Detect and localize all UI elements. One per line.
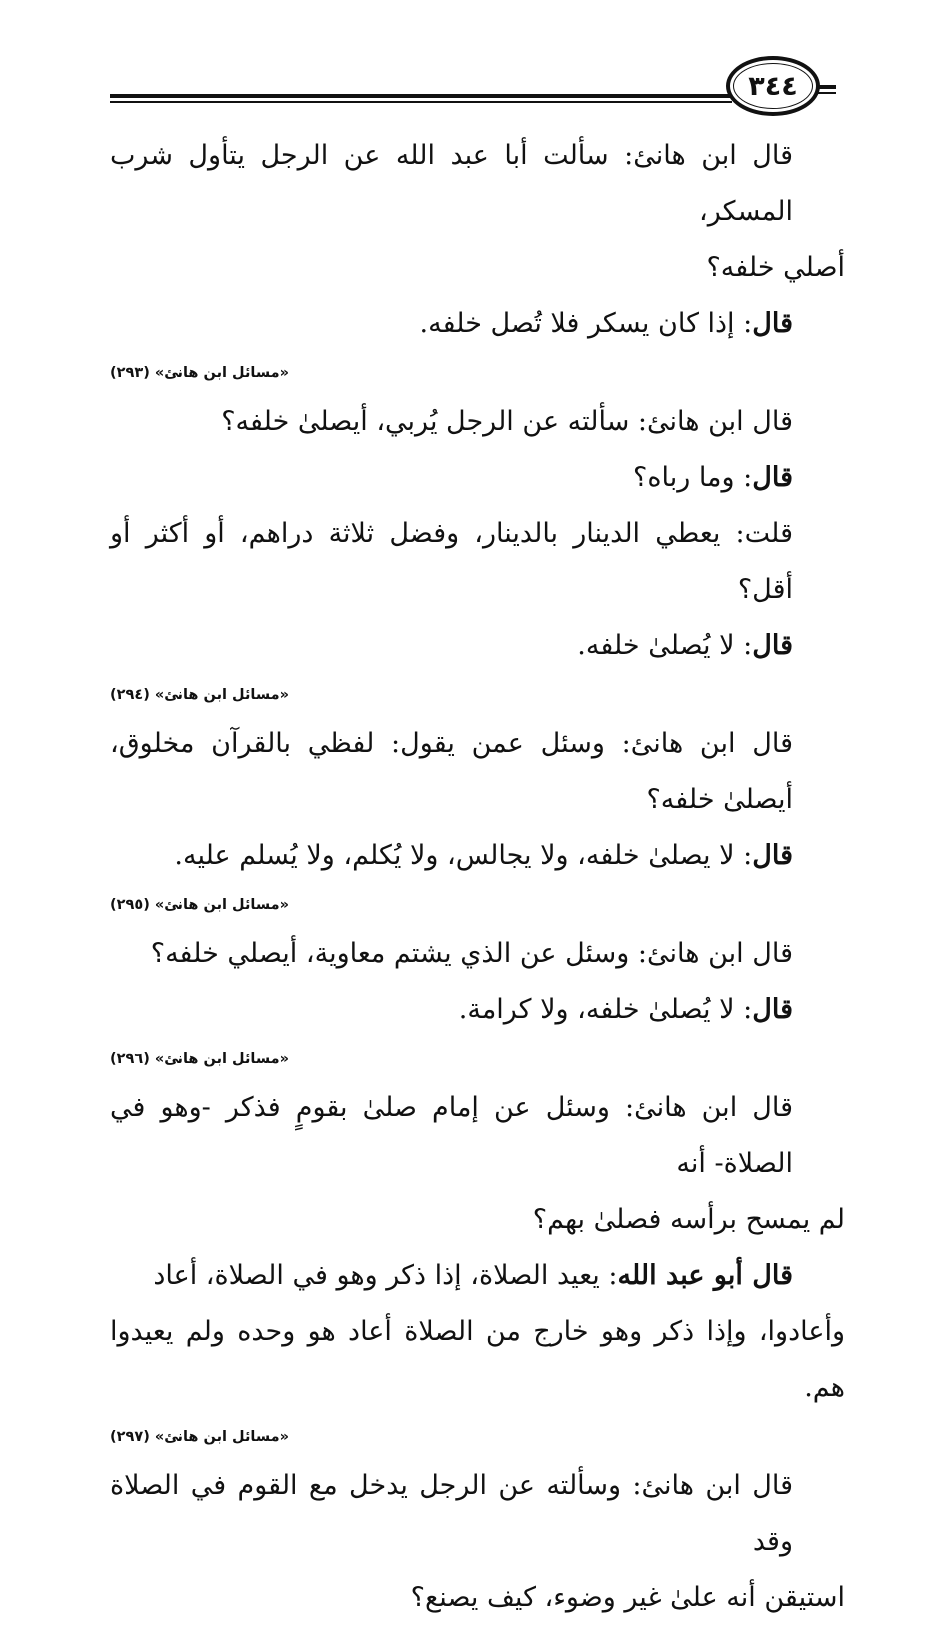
line-text: : لا يُصلىٰ خلفه، ولا كرامة. xyxy=(458,994,753,1025)
line-text: استيقن أنه علىٰ غير وضوء، كيف يصنع؟ xyxy=(410,1582,845,1613)
text-line xyxy=(110,296,845,352)
text-line xyxy=(110,450,845,506)
line-text: قال ابن هانئ: سألت أبا عبد الله عن الرجل يتأول شرب المسكر، xyxy=(110,140,793,227)
header-rule-left xyxy=(110,94,732,98)
source-citation: «مسائل ابن هانئ» (٢٩٧) xyxy=(110,1429,289,1445)
masala-entry xyxy=(110,128,845,394)
line-text: قال ابن هانئ: وسألته عن الرجل يدخل مع القوم في الصلاة وقد xyxy=(110,1470,793,1557)
text-line xyxy=(110,982,845,1038)
speaker-label: قال xyxy=(752,308,793,339)
source-citation: «مسائل ابن هانئ» (٢٩٣) xyxy=(110,365,289,381)
text-line xyxy=(110,240,845,296)
speaker-label: قال xyxy=(752,840,793,871)
text-line xyxy=(110,394,845,450)
text-line xyxy=(110,716,845,828)
masala-entry xyxy=(110,716,845,926)
page-body xyxy=(110,128,845,1626)
text-line xyxy=(110,618,845,674)
line-text: : إذا كان يسكر فلا تُصل خلفه. xyxy=(419,308,753,339)
line-text: قلت: يعطي الدينار بالدينار، وفضل ثلاثة دراهم، أو أكثر أو أقل؟ xyxy=(110,518,793,605)
source-citation: «مسائل ابن هانئ» (٢٩٥) xyxy=(110,897,289,913)
masala-entry xyxy=(110,1458,845,1626)
text-line xyxy=(110,1304,845,1416)
page-header xyxy=(0,0,945,130)
text-line xyxy=(110,1248,845,1304)
text-line xyxy=(110,926,845,982)
text-line xyxy=(110,506,845,618)
page-number-badge xyxy=(726,56,820,116)
line-text: لم يمسح برأسه فصلىٰ بهم؟ xyxy=(532,1204,845,1235)
line-text: وأعادوا، وإذا ذكر وهو خارج من الصلاة أعاد هو وحده ولم يعيدوا هم. xyxy=(110,1316,845,1403)
text-line xyxy=(110,128,845,240)
speaker-label: قال xyxy=(752,994,793,1025)
text-line xyxy=(110,1458,845,1570)
text-line xyxy=(110,1080,845,1192)
line-text: قال ابن هانئ: وسئل عن الذي يشتم معاوية، أيصلي خلفه؟ xyxy=(150,938,793,969)
masala-entry xyxy=(110,926,845,1080)
source-citation: «مسائل ابن هانئ» (٢٩٤) xyxy=(110,687,289,703)
text-line xyxy=(110,1192,845,1248)
header-rule-left-thin xyxy=(110,101,732,103)
line-text: أصلي خلفه؟ xyxy=(706,252,845,283)
speaker-label: قال أبو عبد الله xyxy=(617,1260,793,1291)
line-text: قال ابن هانئ: سألته عن الرجل يُربي، أيصلىٰ خلفه؟ xyxy=(221,406,793,437)
line-text: قال ابن هانئ: وسئل عن إمام صلىٰ بقومٍ فذكر -وهو في الصلاة- أنه xyxy=(110,1092,793,1179)
text-line xyxy=(110,828,845,884)
line-text: : يعيد الصلاة، إذا ذكر وهو في الصلاة، أعاد xyxy=(153,1260,618,1291)
text-line xyxy=(110,1570,845,1626)
masala-entry xyxy=(110,394,845,716)
line-text: : وما رباه؟ xyxy=(632,462,753,493)
masala-entry xyxy=(110,1080,845,1458)
source-citation: «مسائل ابن هانئ» (٢٩٦) xyxy=(110,1051,289,1067)
speaker-label: قال xyxy=(752,630,793,661)
page-number: ٣٤٤ xyxy=(748,70,798,102)
line-text: قال ابن هانئ: وسئل عمن يقول: لفظي بالقرآن مخلوق، أيصلىٰ خلفه؟ xyxy=(110,728,793,815)
line-text: : لا يصلىٰ خلفه، ولا يجالس، ولا يُكلم، ولا يُسلم عليه. xyxy=(174,840,753,871)
line-text: : لا يُصلىٰ خلفه. xyxy=(577,630,753,661)
speaker-label: قال xyxy=(752,462,793,493)
